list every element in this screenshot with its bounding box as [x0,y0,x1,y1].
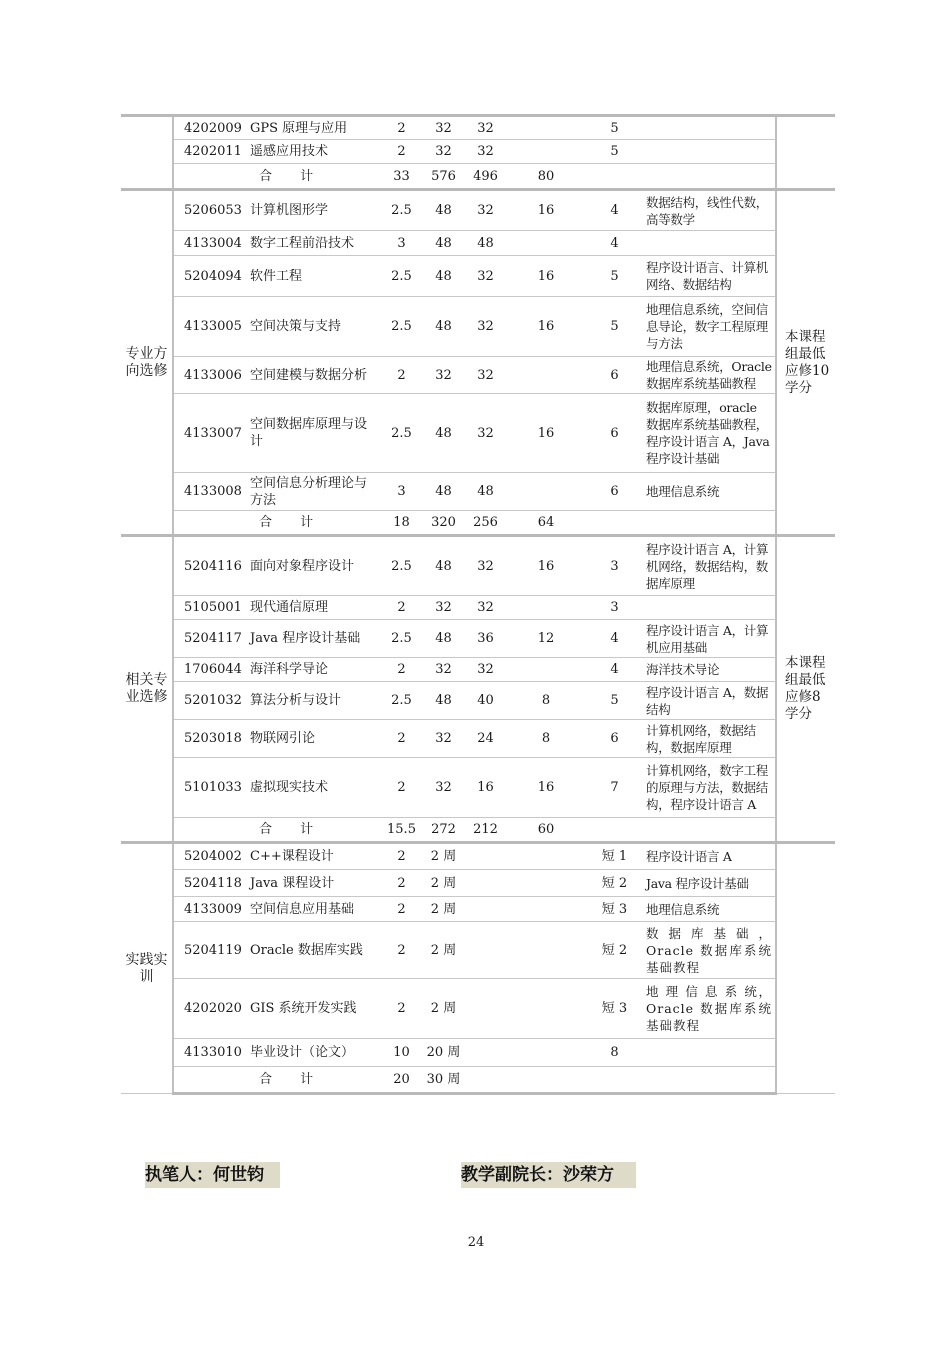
semester-value: 短 3 [586,897,643,922]
semester-value: 5 [586,256,643,297]
total-hours: 2 周 [422,922,465,979]
semester-value: 4 [586,620,643,658]
course-name: Java 程序设计基础 [247,620,381,658]
total-row [121,818,835,843]
total-hours: 2 周 [422,843,465,870]
total-hours: 48 [422,536,465,596]
lab-hours [506,231,586,256]
total-code-empty [173,818,247,843]
lecture-hours: 32 [465,357,506,394]
lab-hours [506,140,586,164]
group-note-cell: 本课程组最低应修10学分 [776,190,835,536]
lab-hours: 16 [506,394,586,473]
total-hours: 32 [422,720,465,758]
total-hours: 48 [422,297,465,357]
semester-value: 5 [586,140,643,164]
prerequisite-cell [643,116,776,140]
semester-value: 6 [586,357,643,394]
semester-value: 8 [586,1039,643,1067]
lab-hours [506,1039,586,1067]
total-lecture-hours: 212 [465,818,506,843]
semester-value: 6 [586,720,643,758]
credit-value: 2.5 [381,190,422,231]
total-hours: 32 [422,357,465,394]
prerequisite-cell: 程序设计语言 A，计算机网络，数据结构，数据库原理 [643,536,776,596]
lab-hours [506,357,586,394]
credit-value: 2 [381,140,422,164]
credit-value: 2 [381,897,422,922]
total-prereq-empty [643,1067,776,1094]
credit-value: 2.5 [381,682,422,720]
table-row [121,357,835,394]
course-name: GIS 系统开发实践 [247,979,381,1039]
credit-value: 2 [381,658,422,682]
course-name: 空间决策与支持 [247,297,381,357]
course-name: 现代通信原理 [247,596,381,620]
prerequisite-cell [643,231,776,256]
course-name: 物联网引论 [247,720,381,758]
course-name: 海洋科学导论 [247,658,381,682]
total-total-hours: 30 周 [422,1067,465,1094]
semester-value: 短 1 [586,843,643,870]
table-row [121,536,835,596]
total-credit: 20 [381,1067,422,1094]
lecture-hours: 48 [465,231,506,256]
course-name: 虚拟现实技术 [247,758,381,818]
semester-value: 7 [586,758,643,818]
lab-hours [506,922,586,979]
total-code-empty [173,511,247,536]
semester-value: 6 [586,473,643,511]
course-name: 空间建模与数据分析 [247,357,381,394]
total-lab-hours: 80 [506,164,586,190]
credit-value: 2 [381,596,422,620]
total-hours: 2 周 [422,979,465,1039]
total-total-hours: 320 [422,511,465,536]
credit-value: 2 [381,758,422,818]
total-semester-empty [586,164,643,190]
credit-value: 2.5 [381,297,422,357]
total-prereq-empty [643,511,776,536]
lab-hours [506,596,586,620]
group-note-cell [776,843,835,1094]
lab-hours: 16 [506,256,586,297]
course-code: 5204119 [173,922,247,979]
lab-hours [506,897,586,922]
vice-dean-signature: 教学副院长：沙荣方 [461,1162,636,1188]
prerequisite-cell: 海洋技术导论 [643,658,776,682]
course-name: C++课程设计 [247,843,381,870]
course-name: 空间信息分析理论与方法 [247,473,381,511]
course-code: 1706044 [173,658,247,682]
table-row [121,596,835,620]
total-hours: 32 [422,658,465,682]
lab-hours [506,658,586,682]
total-hours: 48 [422,682,465,720]
semester-value: 5 [586,682,643,720]
table-row [121,256,835,297]
prerequisite-cell: 程序设计语言 A [643,843,776,870]
course-code: 4133007 [173,394,247,473]
total-lecture-hours: 256 [465,511,506,536]
total-hours: 48 [422,394,465,473]
lecture-hours [465,897,506,922]
prerequisite-cell: 数据结构，线性代数，高等数学 [643,190,776,231]
lab-hours [506,870,586,897]
prerequisite-cell [643,596,776,620]
course-name: 软件工程 [247,256,381,297]
course-code: 4133010 [173,1039,247,1067]
total-hours: 2 周 [422,897,465,922]
total-row [121,1067,835,1094]
group-note-cell [776,116,835,190]
course-name: 面向对象程序设计 [247,536,381,596]
lecture-hours: 32 [465,297,506,357]
total-lecture-hours [465,1067,506,1094]
total-hours: 20 周 [422,1039,465,1067]
total-prereq-empty [643,164,776,190]
prerequisite-cell: 计算机网络，数据结构，数据库原理 [643,720,776,758]
lecture-hours: 36 [465,620,506,658]
semester-value: 短 2 [586,870,643,897]
course-code: 4133008 [173,473,247,511]
category-cell: 专业方向选修 [121,190,173,536]
total-hours: 48 [422,256,465,297]
total-total-hours: 272 [422,818,465,843]
table-row [121,140,835,164]
lecture-hours [465,1039,506,1067]
total-hours: 48 [422,190,465,231]
table-row [121,620,835,658]
lecture-hours: 32 [465,596,506,620]
prerequisite-cell: 地理信息系统 [643,473,776,511]
semester-value: 短 2 [586,922,643,979]
course-name: 空间数据库原理与设计 [247,394,381,473]
semester-value: 3 [586,536,643,596]
lecture-hours: 32 [465,140,506,164]
total-label: 合 计 [247,818,381,843]
prerequisite-cell: 程序设计语言 A，数据结构 [643,682,776,720]
course-code: 5105001 [173,596,247,620]
table-row [121,979,835,1039]
credit-value: 10 [381,1039,422,1067]
credit-value: 2 [381,979,422,1039]
credit-value: 3 [381,231,422,256]
prerequisite-cell: 地理信息系统，Oracle 数据库系统基础教程 [643,357,776,394]
table-row [121,1039,835,1067]
table-row [121,297,835,357]
semester-value: 6 [586,394,643,473]
credit-value: 2 [381,116,422,140]
total-total-hours: 576 [422,164,465,190]
lab-hours [506,979,586,1039]
course-code: 4133009 [173,897,247,922]
author-signature: 执笔人：何世钧 [145,1162,280,1188]
lecture-hours: 32 [465,394,506,473]
total-row [121,511,835,536]
total-hours: 48 [422,620,465,658]
table-row [121,922,835,979]
course-name: 算法分析与设计 [247,682,381,720]
lab-hours: 16 [506,190,586,231]
lecture-hours: 32 [465,116,506,140]
course-code: 5204002 [173,843,247,870]
course-code: 5201032 [173,682,247,720]
semester-value: 5 [586,297,643,357]
credit-value: 2 [381,357,422,394]
semester-value: 5 [586,116,643,140]
prerequisite-cell: 数 据 库 基 础 ， Oracle 数据库系统基础教程 [643,922,776,979]
course-code: 4202009 [173,116,247,140]
lab-hours [506,843,586,870]
lecture-hours: 32 [465,658,506,682]
credit-value: 2.5 [381,256,422,297]
credit-value: 2.5 [381,620,422,658]
table-row [121,473,835,511]
total-credit: 18 [381,511,422,536]
total-hours: 32 [422,596,465,620]
credit-value: 2.5 [381,394,422,473]
total-semester-empty [586,511,643,536]
total-lab-hours: 64 [506,511,586,536]
course-name: Oracle 数据库实践 [247,922,381,979]
total-row [121,164,835,190]
lecture-hours: 40 [465,682,506,720]
total-credit: 15.5 [381,818,422,843]
total-code-empty [173,1067,247,1094]
prerequisite-cell: 程序设计语言、计算机网络、数据结构 [643,256,776,297]
prerequisite-cell [643,140,776,164]
prerequisite-cell: 地理信息系统，空间信息导论，数字工程原理与方法 [643,297,776,357]
prerequisite-cell: 计算机网络，数字工程的原理与方法，数据结构，程序设计语言 A [643,758,776,818]
category-cell: 相关专业选修 [121,536,173,843]
course-code: 4133004 [173,231,247,256]
total-semester-empty [586,1067,643,1094]
lecture-hours: 24 [465,720,506,758]
course-name: Java 课程设计 [247,870,381,897]
lab-hours: 8 [506,720,586,758]
total-hours: 32 [422,116,465,140]
semester-value: 短 3 [586,979,643,1039]
page-number: 24 [467,1235,485,1250]
table-row [121,843,835,870]
lab-hours [506,473,586,511]
credit-value: 2 [381,843,422,870]
total-hours: 48 [422,231,465,256]
prerequisite-cell: Java 程序设计基础 [643,870,776,897]
lecture-hours [465,922,506,979]
table-row [121,720,835,758]
total-hours: 48 [422,473,465,511]
prerequisite-cell: 地理信息系统 [643,897,776,922]
course-code: 4133005 [173,297,247,357]
credit-value: 3 [381,473,422,511]
total-hours: 2 周 [422,870,465,897]
credit-value: 2.5 [381,536,422,596]
lecture-hours: 48 [465,473,506,511]
total-label: 合 计 [247,164,381,190]
course-code: 5204116 [173,536,247,596]
course-name: 空间信息应用基础 [247,897,381,922]
course-name: 毕业设计（论文） [247,1039,381,1067]
course-code: 5204094 [173,256,247,297]
lecture-hours: 32 [465,256,506,297]
course-code: 5203018 [173,720,247,758]
prerequisite-cell: 数据库原理，oracle 数据库系统基础教程，程序设计语言 A，Java 程序设计基础 [643,394,776,473]
course-code: 5206053 [173,190,247,231]
lecture-hours: 16 [465,758,506,818]
semester-value: 4 [586,231,643,256]
total-lab-hours: 60 [506,818,586,843]
total-label: 合 计 [247,1067,381,1094]
category-cell [121,116,173,190]
course-name: 遥感应用技术 [247,140,381,164]
total-semester-empty [586,818,643,843]
lecture-hours: 32 [465,536,506,596]
total-credit: 33 [381,164,422,190]
course-name: 数字工程前沿技术 [247,231,381,256]
prerequisite-cell: 程序设计语言 A，计算机应用基础 [643,620,776,658]
course-table [121,114,835,1095]
lab-hours: 8 [506,682,586,720]
total-label: 合 计 [247,511,381,536]
lecture-hours: 32 [465,190,506,231]
table-row [121,116,835,140]
total-hours: 32 [422,140,465,164]
course-code: 5204117 [173,620,247,658]
table-row [121,682,835,720]
course-code: 4133006 [173,357,247,394]
lecture-hours [465,843,506,870]
table-row [121,658,835,682]
total-lab-hours [506,1067,586,1094]
table-row [121,758,835,818]
credit-value: 2 [381,870,422,897]
table-row [121,897,835,922]
category-cell: 实践实训 [121,843,173,1094]
lecture-hours [465,870,506,897]
course-code: 5101033 [173,758,247,818]
table-row [121,190,835,231]
credit-value: 2 [381,922,422,979]
group-note-cell: 本课程组最低应修8学分 [776,536,835,843]
course-name: 计算机图形学 [247,190,381,231]
lab-hours [506,116,586,140]
lab-hours: 16 [506,297,586,357]
semester-value: 4 [586,658,643,682]
table-row [121,231,835,256]
table-row [121,870,835,897]
course-code: 4202011 [173,140,247,164]
prerequisite-cell [643,1039,776,1067]
credit-value: 2 [381,720,422,758]
lab-hours: 16 [506,758,586,818]
total-prereq-empty [643,818,776,843]
total-code-empty [173,164,247,190]
course-code: 5204118 [173,870,247,897]
lab-hours: 16 [506,536,586,596]
semester-value: 3 [586,596,643,620]
table-row [121,394,835,473]
prerequisite-cell: 地 理 信 息 系 统， Oracle 数据库系统基础教程 [643,979,776,1039]
lab-hours: 12 [506,620,586,658]
semester-value: 4 [586,190,643,231]
total-hours: 32 [422,758,465,818]
course-code: 4202020 [173,979,247,1039]
lecture-hours [465,979,506,1039]
course-name: GPS 原理与应用 [247,116,381,140]
total-lecture-hours: 496 [465,164,506,190]
